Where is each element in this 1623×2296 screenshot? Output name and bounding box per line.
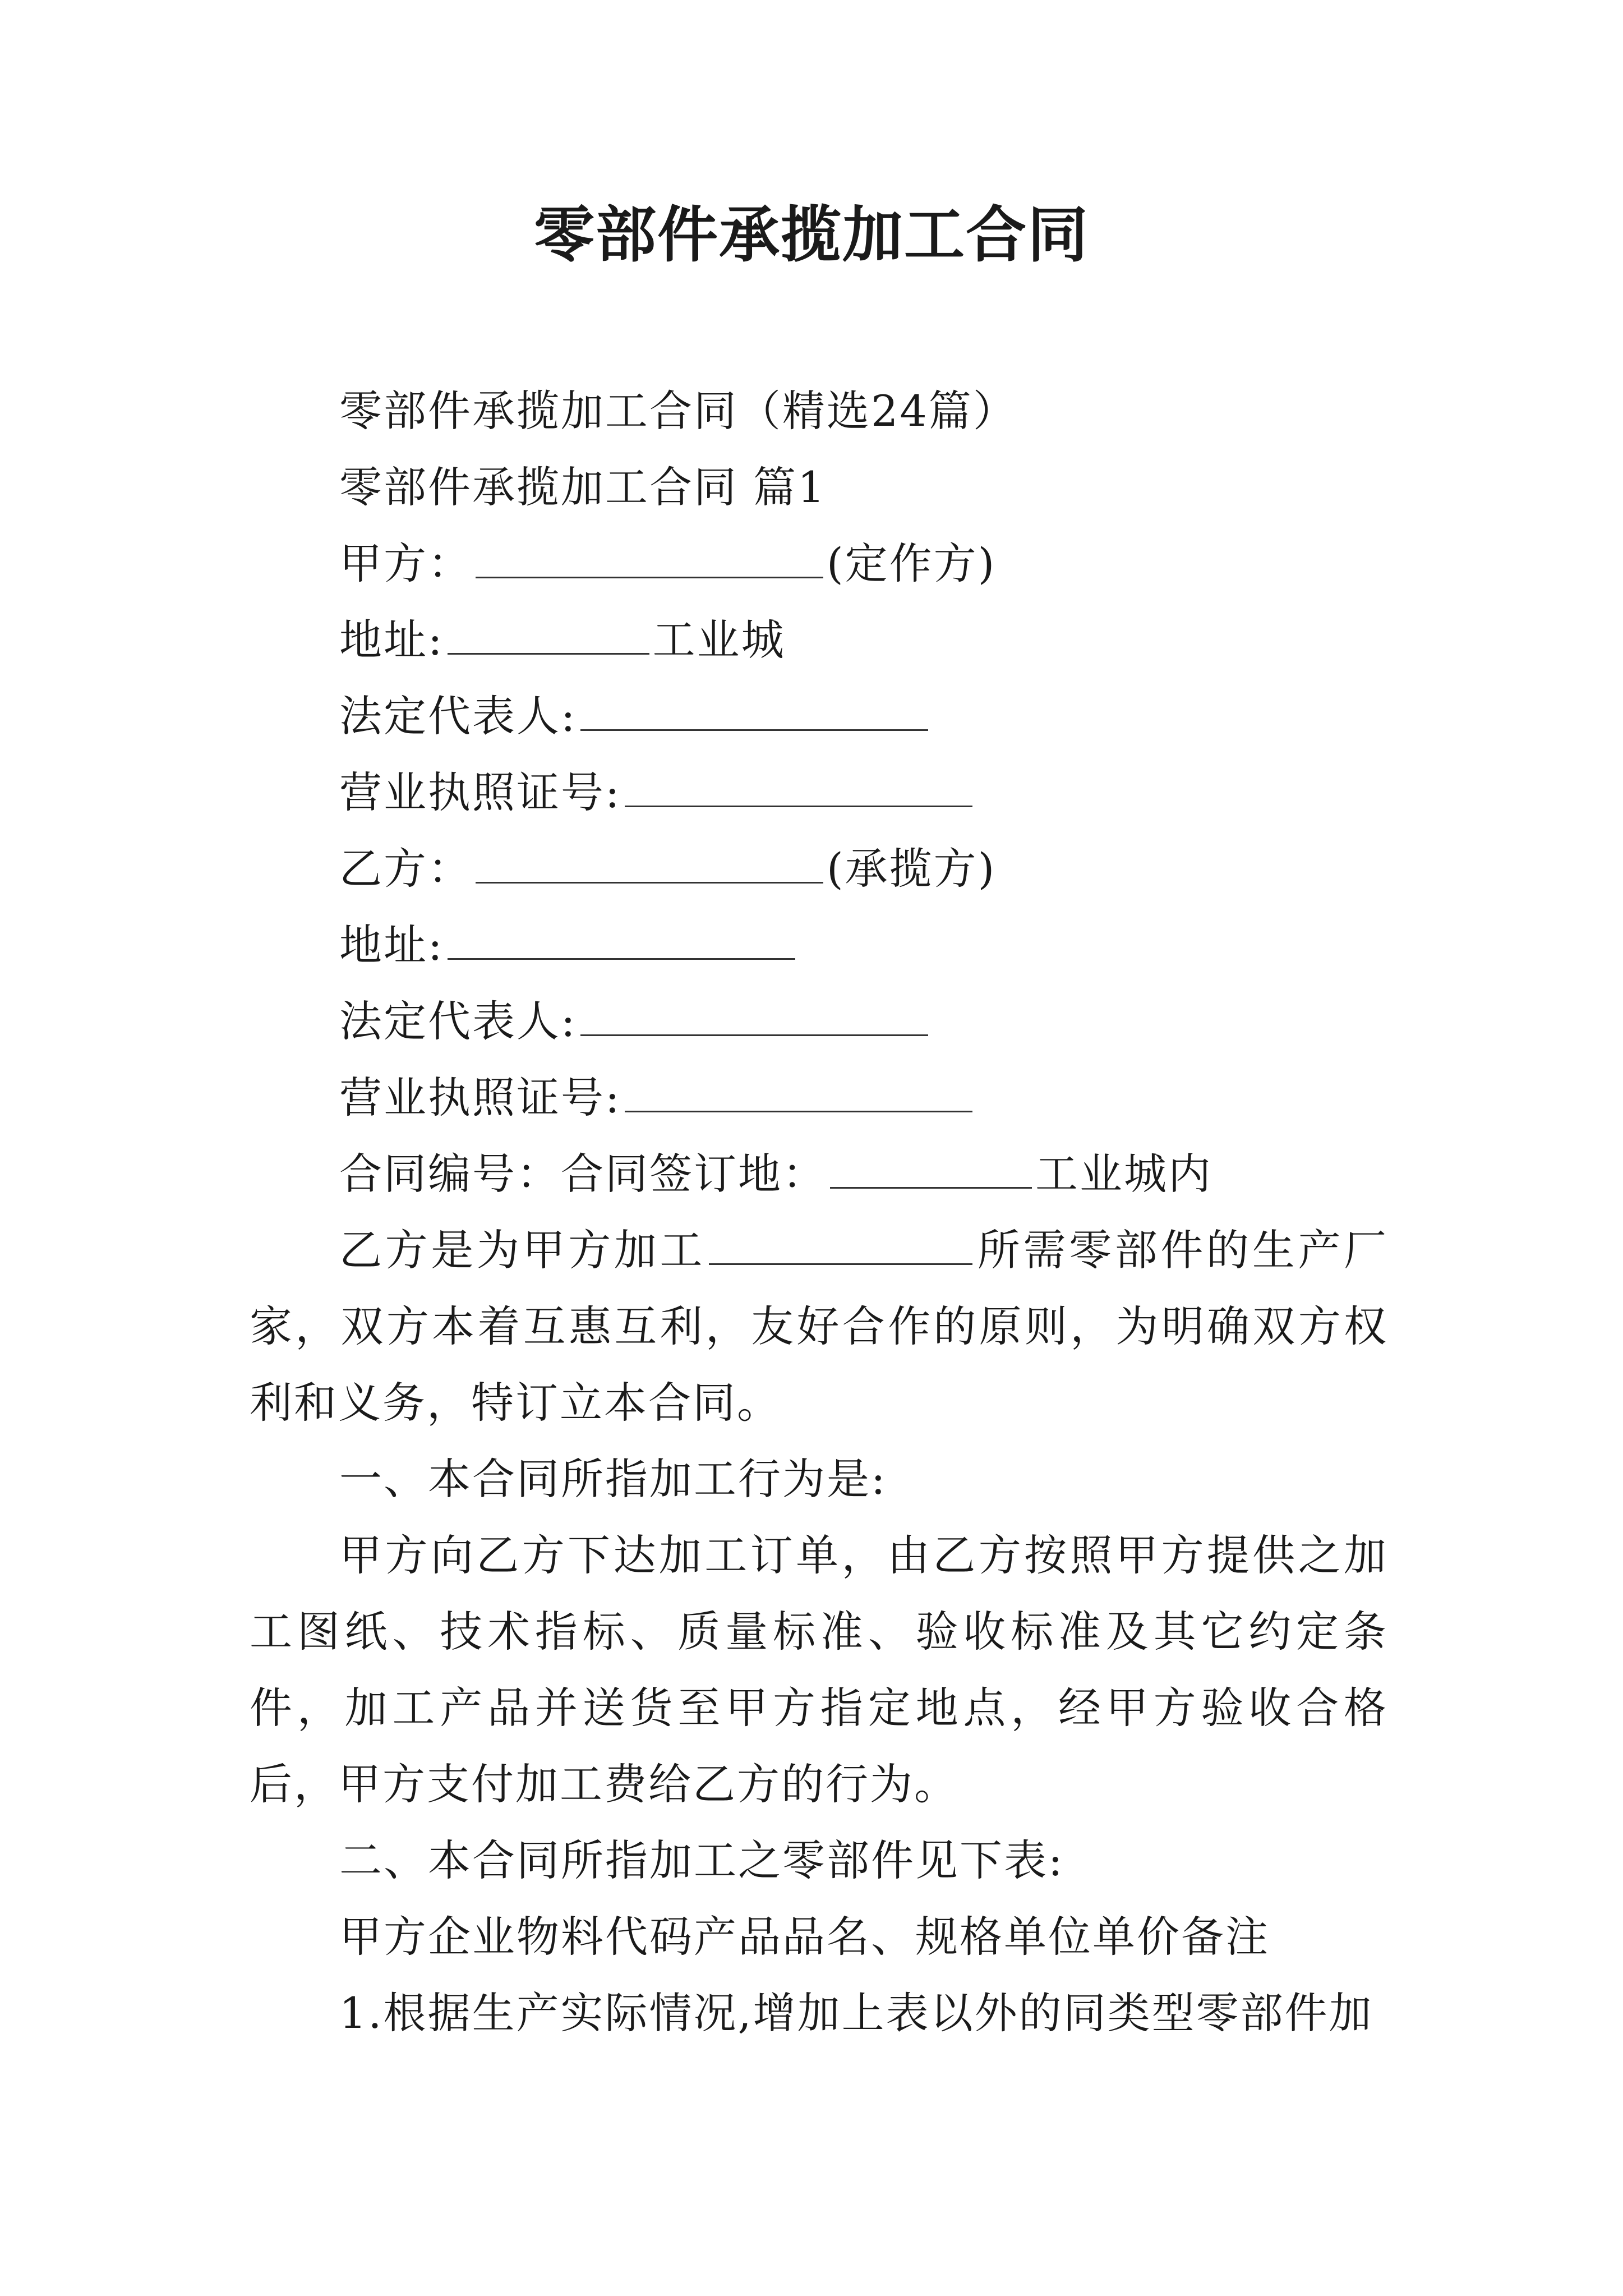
party-b-rep-line: [250, 983, 1388, 1060]
party-b-rep-label: 法定代表人:: [339, 996, 577, 1046]
party-a-address-line: [250, 602, 1388, 678]
party-a-label: 甲方：: [339, 539, 472, 588]
document-body: [250, 373, 1388, 2051]
contract-no-prefix: 合同编号：合同签订地：: [339, 1149, 827, 1199]
party-a-rep-line: [250, 678, 1388, 754]
clause-1-heading: 一、本合同所指加工行为是:: [339, 1454, 887, 1504]
party-a-license-line: [250, 754, 1388, 831]
party-b-suffix: (承揽方): [827, 844, 997, 894]
party-a-rep-blank: [580, 690, 928, 731]
document-subtitle: 零部件承揽加工合同（精选24篇）: [339, 386, 1017, 436]
intro-prefix: 乙方是为甲方加工: [339, 1225, 706, 1275]
party-a-address-suffix: 工业城: [652, 615, 786, 665]
party-b-rep-blank: [580, 995, 928, 1036]
party-b-license-label: 营业执照证号:: [339, 1073, 621, 1122]
document-title: 零部件承揽加工合同: [533, 200, 1089, 270]
party-b-name-blank: [476, 843, 823, 884]
party-a-name-blank: [476, 537, 823, 578]
clause-2-item-1: 1.根据生产实际情况,增加上表以外的同类型零部件加: [339, 1988, 1373, 2038]
intro-paragraph: [250, 1212, 1388, 1441]
intro-product-blank: [709, 1224, 972, 1265]
intro-suffix: 所需零部件的生产厂家，双方本着互惠互利，友好合作的原则，为明确双方权利和义务，特订立本合同。: [250, 1225, 1389, 1428]
party-b-line: [250, 831, 1388, 907]
party-b-address-blank: [448, 919, 795, 960]
party-a-address-label: 地址:: [339, 615, 444, 665]
party-b-address-line: [250, 907, 1388, 983]
party-b-address-label: 地址:: [339, 920, 444, 970]
party-a-address-blank: [448, 614, 649, 655]
clause-1-text: 甲方向乙方下达加工订单，由乙方按照甲方提供之加工图纸、技术指标、质量标准、验收标准及其它约定条件，加工产品并送货至甲方指定地点，经甲方验收合格后，甲方支付加工费给乙方的行为。: [250, 1530, 1388, 1809]
contract-no-line: [250, 1136, 1388, 1212]
party-b-license-blank: [625, 1071, 972, 1112]
contract-place-blank: [830, 1148, 1032, 1189]
party-a-license-label: 营业执照证号:: [339, 767, 621, 817]
contract-no-suffix: 工业城内: [1035, 1149, 1212, 1199]
section-heading: 零部件承揽加工合同 篇1: [339, 462, 827, 512]
party-a-license-blank: [625, 766, 972, 807]
party-b-label: 乙方：: [339, 844, 472, 894]
table-header-line: 甲方企业物料代码产品品名、规格单位单价备注: [339, 1912, 1270, 1962]
party-a-line: [250, 526, 1388, 602]
party-a-suffix: (定作方): [827, 539, 997, 588]
party-a-rep-label: 法定代表人:: [339, 691, 577, 741]
party-b-license-line: [250, 1060, 1388, 1136]
clause-2-heading: 二、本合同所指加工之零部件见下表:: [339, 1835, 1064, 1885]
